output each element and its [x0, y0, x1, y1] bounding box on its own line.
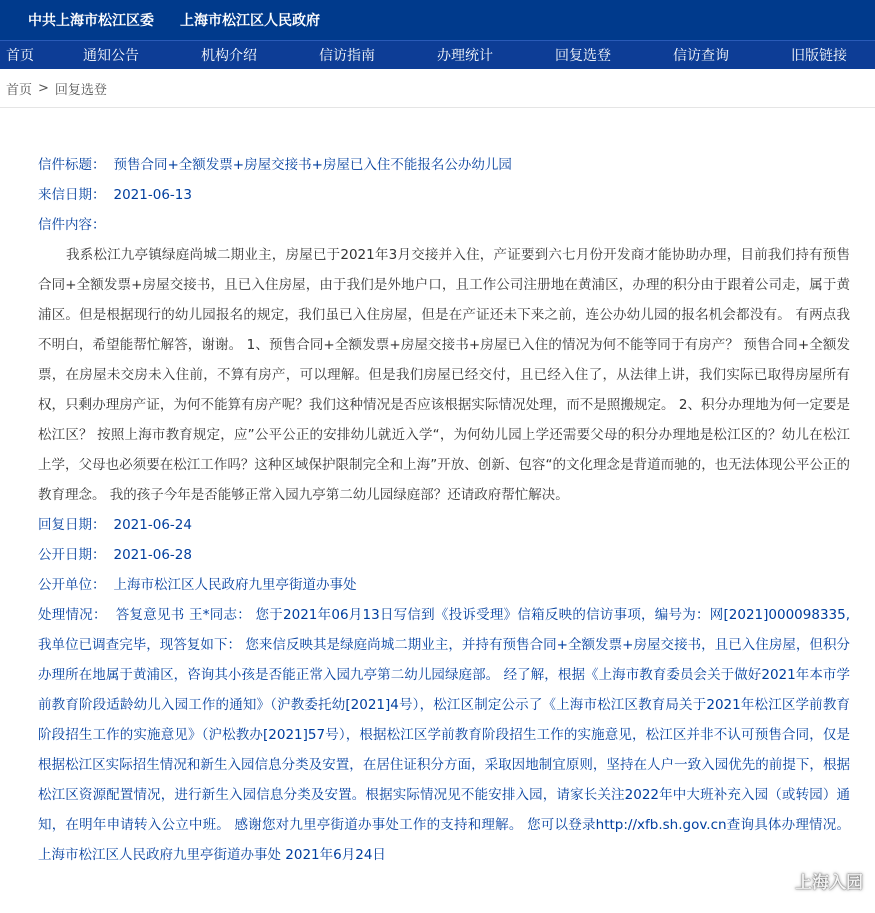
letter-date-row: [38, 180, 850, 210]
nav-item-guide[interactable]: 信访指南: [319, 48, 375, 64]
nav-item-query[interactable]: 信访查询: [673, 48, 729, 64]
publish-date-row: [38, 540, 850, 570]
watermark: [767, 868, 863, 893]
title-label: 信件标题：: [38, 157, 106, 173]
publish-date-label: 公开日期：: [38, 547, 106, 563]
breadcrumb: [0, 69, 875, 108]
unit-row: [38, 570, 850, 600]
breadcrumb-separator: >: [38, 80, 49, 96]
letter-date: 2021-06-13: [113, 187, 192, 203]
nav-item-about[interactable]: 机构介绍: [201, 48, 257, 64]
watermark-text: 上海入园: [795, 873, 863, 893]
letter-title: 预售合同+全额发票+房屋交接书+房屋已入住不能报名公办幼儿园: [113, 157, 512, 173]
title-row: [38, 150, 850, 180]
nav-item-statistics[interactable]: 办理统计: [437, 48, 493, 64]
content-label: 信件内容：: [38, 217, 106, 233]
process-label: 处理情况：: [38, 607, 107, 623]
top-bar: [0, 0, 875, 40]
breadcrumb-current[interactable]: 回复选登: [54, 82, 107, 98]
unit-label: 公开单位：: [38, 577, 106, 593]
party-committee-link[interactable]: 中共上海市松江区委: [28, 13, 154, 29]
nav-item-notices[interactable]: 通知公告: [83, 48, 139, 64]
reply-date-row: [38, 510, 850, 540]
process-text: 答复意见书 王*同志： 您于2021年06月13日写信到《投诉受理》信箱反映的信访事项，编号为：网[2021]000098335,我单位已调查完毕，现答复如下： 您来信反映其是绿庭尚城二期业主，并持有预售合同+全额发票+房屋交接书，且已入住房屋，但积分办理所在地属于黄浦区，咨询其小孩是否能正常入园九亭第二幼儿园绿庭部。 经了解，根据《上海市教育委员会关于做好2021年本市学前教育阶段适龄幼儿入园工作的通知》（沪教委托幼[2021]4号），松江区制定公示了《上海市松江区教育局关于2021年松江区学前教育阶段招生工作的实施意见》（沪松教办[2021]57号），根据松江区学前教育阶段招生工作的实施意见，松江区并非不认可预售合同，仅是根据松江区实际招生情况和新生入园信息分类及安置，在居住证积分方面，采取因地制宜原则，坚持在人户一致入园优先的前提下，根据松江区资源配置情况，进行新生入园信息分类及安置。根据实际情况见不能安排入园，请家长关注2022年中大班补充入园（或转园）通知，在明年申请转入公立中班。 感谢您对九里亭街道办事处工作的支持和理解。 您可以登录http://xfb.sh.gov.cn查询具体办理情况。 上海市松江区人民政府九里亭街道办事处 2021年6月24日: [38, 607, 851, 863]
nav-item-old-links[interactable]: 旧版链接: [791, 48, 847, 64]
process-block: [38, 600, 850, 870]
letter-date-label: 来信日期：: [38, 187, 106, 203]
nav-item-replies[interactable]: 回复选登: [555, 48, 611, 64]
publish-date: 2021-06-28: [113, 547, 192, 563]
nav-item-home[interactable]: 首页: [6, 48, 34, 64]
letter-content: 我系松江九亭镇绿庭尚城二期业主，房屋已于2021年3月交接并入住，产证要到六七月份开发商才能协助办理，目前我们持有预售合同+全额发票+房屋交接书，且已入住房屋，由于我们是外地户口，且工作公司注册地在黄浦区，办理的积分由于跟着公司走，属于黄浦区。但是根据现行的幼儿园报名的规定，我们虽已入住房屋，但是在产证还未下来之前，连公办幼儿园的报名机会都没有。 有两点我不明白，希望能帮忙解答，谢谢。 1、预售合同+全额发票+房屋交接书+房屋已入住的情况为何不能等同于有房产？ 预售合同+全额发票，在房屋未交房未入住前，不算有房产，可以理解。但是我们房屋已经交付，且已经入住了，从法律上讲，我们实际已取得房屋所有权，只剩办理房产证，为何不能算有房产呢？我们这种情况是否应该根据实际情况处理，而不是照搬规定。 2、积分办理地为何一定要是松江区？ 按照上海市教育规定，应”公平公正的安排幼儿就近入学“，为何幼儿园上学还需要父母的积分办理地是松江区的？幼儿在松江上学，父母也必须要在松江工作吗？这种区域保护限制完全和上海”开放、创新、包容“的文化理念是背道而驰的，也无法体现公平公正的教育理念。 我的孩子今年是否能够正常入园九亭第二幼儿园绿庭部？还请政府帮忙解决。: [38, 247, 850, 503]
publish-unit: 上海市松江区人民政府九里亭街道办事处: [113, 577, 357, 593]
reply-date: 2021-06-24: [113, 517, 192, 533]
content-label-row: [38, 210, 850, 240]
wechat-icon: [767, 869, 789, 892]
letter-detail: [38, 150, 850, 870]
government-link[interactable]: 上海市松江区人民政府: [180, 13, 320, 29]
breadcrumb-home[interactable]: 首页: [6, 82, 33, 98]
reply-date-label: 回复日期：: [38, 517, 106, 533]
main-nav: [0, 40, 875, 69]
